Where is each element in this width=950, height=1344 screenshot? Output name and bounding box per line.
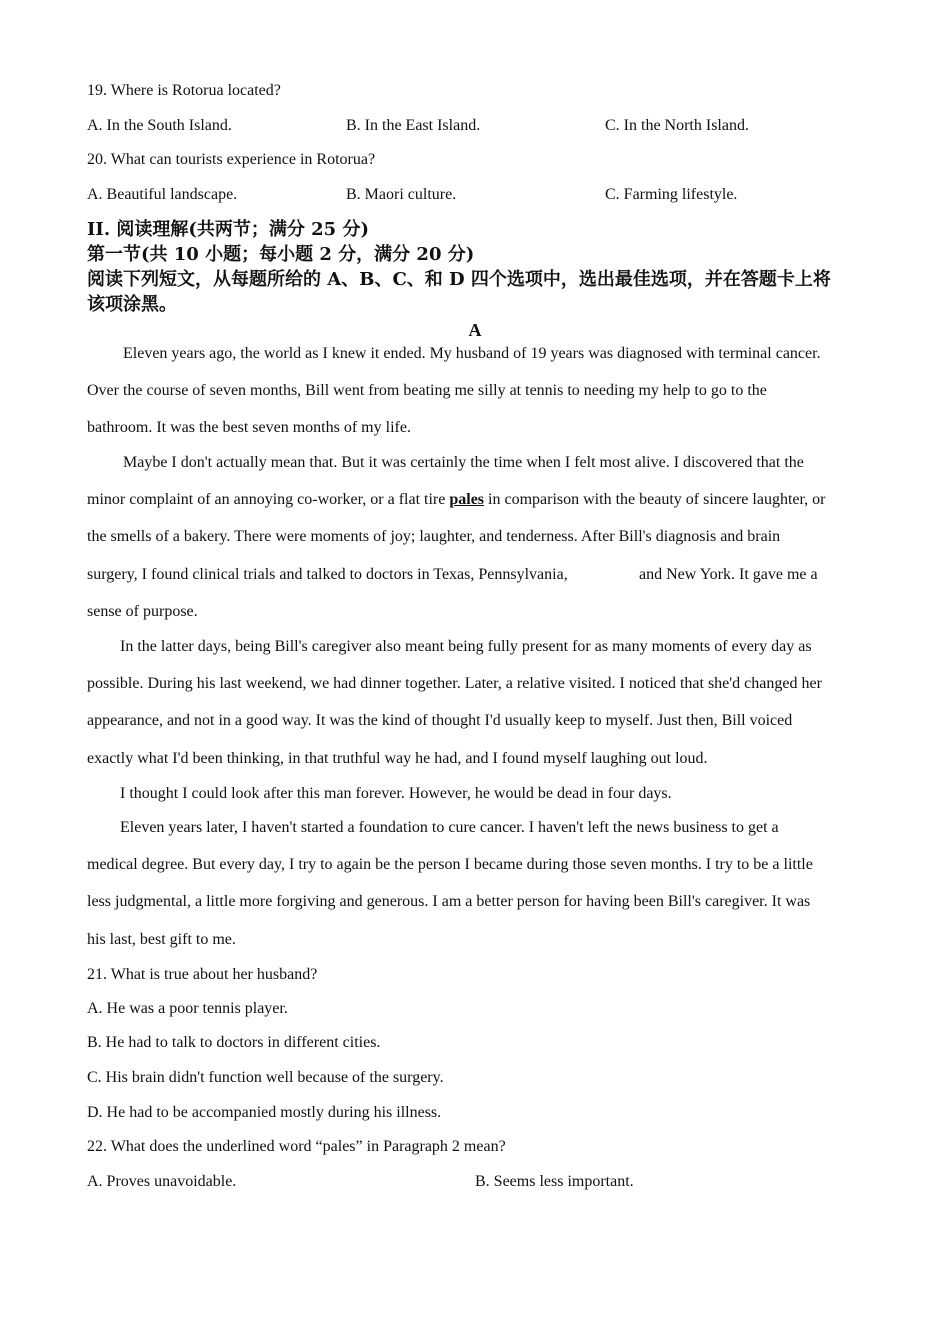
p1-line1: Eleven years ago, the world as I knew it ended. My husband of 19 years was diagnosed with terminal cancer. bbox=[123, 345, 821, 362]
q21-option-d: D. He had to be accompanied mostly during his illness. bbox=[87, 1104, 442, 1121]
p2-line3: the smells of a bakery. There were moments of joy; laughter, and tenderness. After Bill's diagnosis and brain bbox=[87, 528, 781, 545]
p2-line5: sense of purpose. bbox=[87, 603, 198, 620]
q21-option-c: C. His brain didn't function well because of the surgery. bbox=[87, 1069, 444, 1086]
p5-line4: his last, best gift to me. bbox=[87, 931, 236, 948]
question-21: 21. What is true about her husband? bbox=[87, 966, 318, 983]
p5-line2: medical degree. But every day, I try to again be the person I became during those seven months. I try to be a little bbox=[87, 856, 813, 873]
q19-option-a: A. In the South Island. bbox=[87, 117, 232, 134]
underlined-word-pales: pales bbox=[449, 491, 485, 508]
p2-line4a: surgery, I found clinical trials and talked to doctors in Texas, Pennsylvania, bbox=[87, 566, 568, 583]
p2-line2-before: minor complaint of an annoying co-worker, or a flat tire bbox=[87, 491, 450, 508]
p2-line4b: and New York. It gave me a bbox=[639, 566, 818, 583]
p1-line3: bathroom. It was the best seven months of my life. bbox=[87, 419, 411, 436]
q22-option-a: A. Proves unavoidable. bbox=[87, 1173, 237, 1190]
q19-option-c: C. In the North Island. bbox=[605, 117, 749, 134]
p3-line3: appearance, and not in a good way. It was the kind of thought I'd usually keep to myself. Just then, Bill voiced bbox=[87, 712, 793, 729]
p3-line4: exactly what I'd been thinking, in that truthful way he had, and I found myself laughing out loud. bbox=[87, 750, 708, 767]
q20-option-b: B. Maori culture. bbox=[346, 186, 457, 203]
q20-option-a: A. Beautiful landscape. bbox=[87, 186, 238, 203]
section-part: 第一节(共 10 小题；每小题 2 分，满分 20 分) bbox=[87, 244, 475, 265]
section-instruction-line2: 该项涂黑。 bbox=[87, 294, 177, 315]
p4-line1: I thought I could look after this man forever. However, he would be dead in four days. bbox=[120, 785, 672, 802]
p1-line2: Over the course of seven months, Bill went from beating me silly at tennis to needing my help to go to the bbox=[87, 382, 767, 399]
q19-option-b: B. In the East Island. bbox=[346, 117, 481, 134]
question-19: 19. Where is Rotorua located? bbox=[87, 82, 281, 99]
p3-line2: possible. During his last weekend, we had dinner together. Later, a relative visited. I noticed that she'd changed her bbox=[87, 675, 822, 692]
q20-option-c: C. Farming lifestyle. bbox=[605, 186, 738, 203]
p3-line1: In the latter days, being Bill's caregiver also meant being fully present for as many moments of every day as bbox=[120, 638, 812, 655]
passage-label: A bbox=[468, 320, 482, 340]
p2-line2-after: in comparison with the beauty of sincere laughter, or bbox=[484, 491, 826, 508]
p5-line1: Eleven years later, I haven't started a foundation to cure cancer. I haven't left the news business to get a bbox=[120, 819, 779, 836]
q21-option-a: A. He was a poor tennis player. bbox=[87, 1000, 288, 1017]
q22-option-b: B. Seems less important. bbox=[475, 1173, 634, 1190]
q21-option-b: B. He had to talk to doctors in different cities. bbox=[87, 1034, 381, 1051]
question-20: 20. What can tourists experience in Rotorua? bbox=[87, 151, 376, 168]
p5-line3: less judgmental, a little more forgiving and generous. I am a better person for having been Bill's caregiver. It was bbox=[87, 893, 811, 910]
question-22: 22. What does the underlined word “pales” in Paragraph 2 mean? bbox=[87, 1138, 506, 1155]
section-heading: II. 阅读理解(共两节；满分 25 分) bbox=[87, 219, 369, 240]
p2-line1: Maybe I don't actually mean that. But it was certainly the time when I felt most alive. I discovered that the bbox=[123, 454, 804, 471]
p2-line2 bbox=[87, 491, 826, 509]
section-instruction-line1: 阅读下列短文，从每题所给的 A、B、C、和 D 四个选项中，选出最佳选项，并在答题卡上将 bbox=[87, 269, 831, 290]
